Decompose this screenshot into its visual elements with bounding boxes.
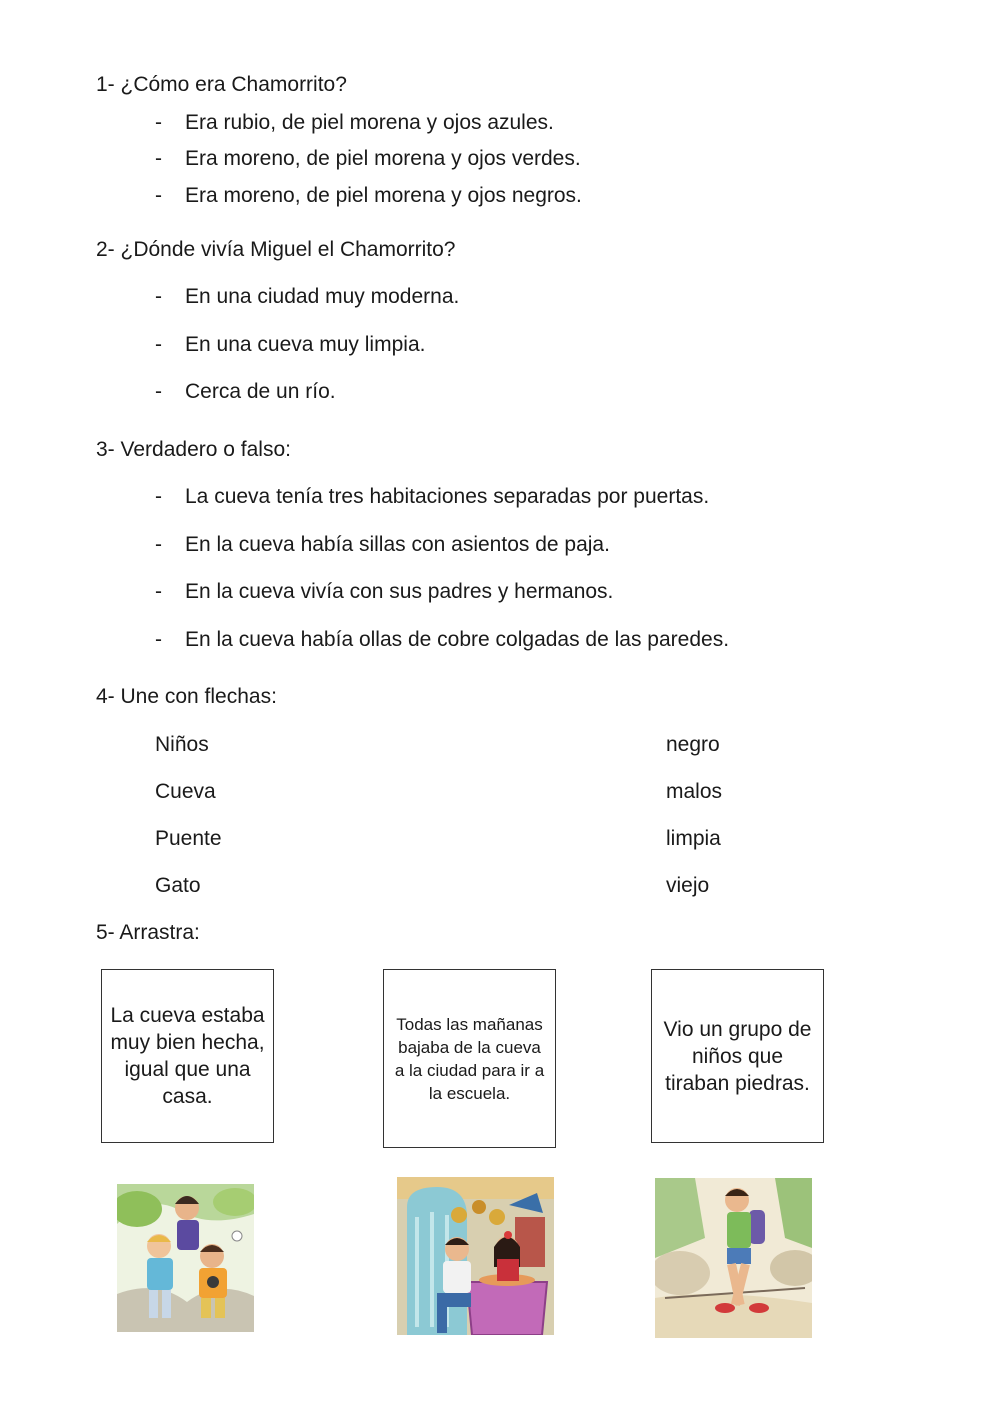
q3-statement[interactable]: - La cueva tenía tres habitaciones separadas por puertas. bbox=[155, 485, 710, 508]
q3-statement[interactable]: - En la cueva vivía con sus padres y hermanos. bbox=[155, 580, 614, 603]
q3-statement[interactable]: - En la cueva había ollas de cobre colgadas de las paredes. bbox=[155, 628, 730, 651]
q2-option[interactable]: - Cerca de un río. bbox=[155, 380, 336, 403]
question-5-title: 5- Arrastra: bbox=[96, 921, 200, 944]
match-right-item[interactable]: limpia bbox=[666, 827, 721, 850]
match-right-item[interactable]: negro bbox=[666, 733, 720, 756]
match-left-item[interactable]: Puente bbox=[155, 827, 222, 850]
match-left-item[interactable]: Gato bbox=[155, 874, 201, 897]
q3-statement[interactable]: - En la cueva había sillas con asientos de paja. bbox=[155, 533, 610, 556]
question-4-title: 4- Une con flechas: bbox=[96, 685, 277, 708]
q2-option[interactable]: - En una ciudad muy moderna. bbox=[155, 285, 460, 308]
drop-card-1[interactable]: La cueva estaba muy bien hecha, igual que una casa. bbox=[101, 969, 274, 1143]
boy-walking-image[interactable] bbox=[655, 1178, 812, 1338]
q1-option[interactable]: - Era rubio, de piel morena y ojos azules. bbox=[155, 111, 554, 134]
question-2-title: 2- ¿Dónde vivía Miguel el Chamorrito? bbox=[96, 238, 456, 261]
cave-interior-image[interactable] bbox=[397, 1177, 554, 1335]
match-right-item[interactable]: viejo bbox=[666, 874, 710, 897]
match-left-item[interactable]: Cueva bbox=[155, 780, 216, 803]
match-right-item[interactable]: malos bbox=[666, 780, 723, 803]
q2-option[interactable]: - En una cueva muy limpia. bbox=[155, 333, 426, 356]
children-playing-image[interactable] bbox=[117, 1184, 254, 1332]
drop-card-3[interactable]: Vio un grupo de niños que tiraban piedras. bbox=[651, 969, 824, 1143]
drop-card-2[interactable]: Todas las mañanas bajaba de la cueva a la ciudad para ir a la escuela. bbox=[383, 969, 556, 1148]
q1-option[interactable]: - Era moreno, de piel morena y ojos verdes. bbox=[155, 147, 581, 170]
match-left-item[interactable]: Niños bbox=[155, 733, 209, 756]
question-3-title: 3- Verdadero o falso: bbox=[96, 438, 291, 461]
question-1-title: 1- ¿Cómo era Chamorrito? bbox=[96, 73, 347, 96]
q1-option[interactable]: - Era moreno, de piel morena y ojos negros. bbox=[155, 184, 582, 207]
